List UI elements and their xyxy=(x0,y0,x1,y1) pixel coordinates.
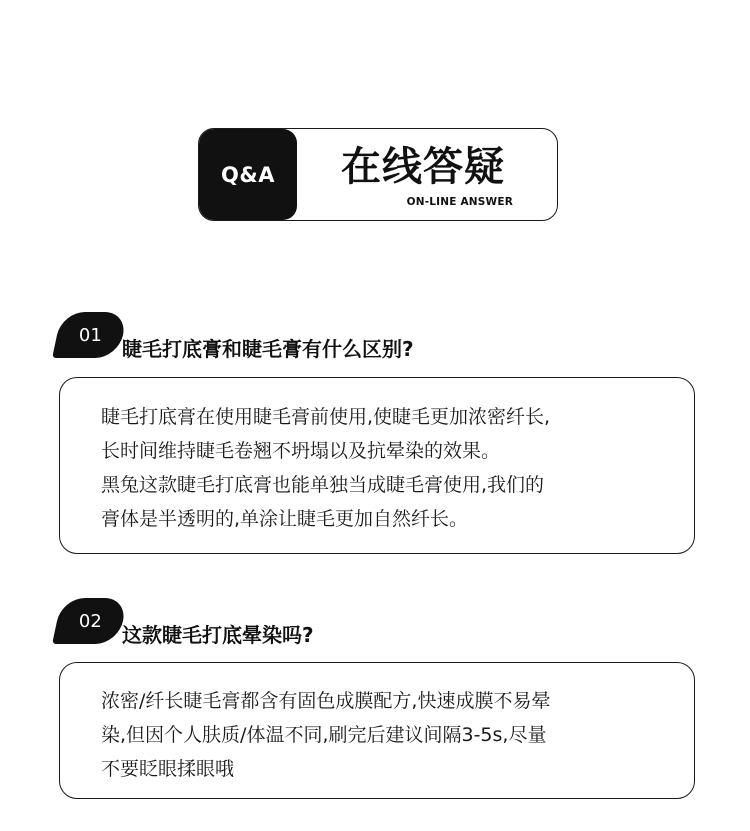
answer-line: 睫毛打底膏在使用睫毛膏前使用,使睫毛更加浓密纤长, xyxy=(101,406,551,428)
question-number-badge xyxy=(52,598,128,644)
answer-line: 长时间维持睫毛卷翘不坍塌以及抗晕染的效果。 xyxy=(101,440,501,462)
answer-line: 膏体是半透明的,单涂让睫毛更加自然纤长。 xyxy=(101,508,469,530)
answer-line: 浓密/纤长睫毛膏都含有固色成膜配方,快速成膜不易晕 xyxy=(101,690,551,712)
answer-line: 不要眨眼揉眼哦 xyxy=(101,758,235,780)
answer-line: 黑兔这款睫毛打底膏也能单独当成睫毛膏使用,我们的 xyxy=(101,474,545,496)
page-title: 在线答疑 xyxy=(341,144,505,190)
answer-box xyxy=(59,662,695,799)
question-number: 02 xyxy=(78,610,102,632)
question-number: 01 xyxy=(78,324,102,346)
question-number-badge xyxy=(52,312,128,358)
page-subtitle: ON-LINE ANSWER xyxy=(406,196,513,208)
header-banner xyxy=(198,128,558,221)
qa-badge-label: Q&A xyxy=(221,162,275,187)
question-text: 睫毛打底膏和睫毛膏有什么区别? xyxy=(122,337,414,361)
question-text: 这款睫毛打底晕染吗? xyxy=(122,623,314,647)
answer-line: 染,但因个人肤质/体温不同,刷完后建议间隔3-5s,尽量 xyxy=(101,724,547,746)
qa-badge xyxy=(199,129,297,220)
answer-box xyxy=(59,377,695,554)
